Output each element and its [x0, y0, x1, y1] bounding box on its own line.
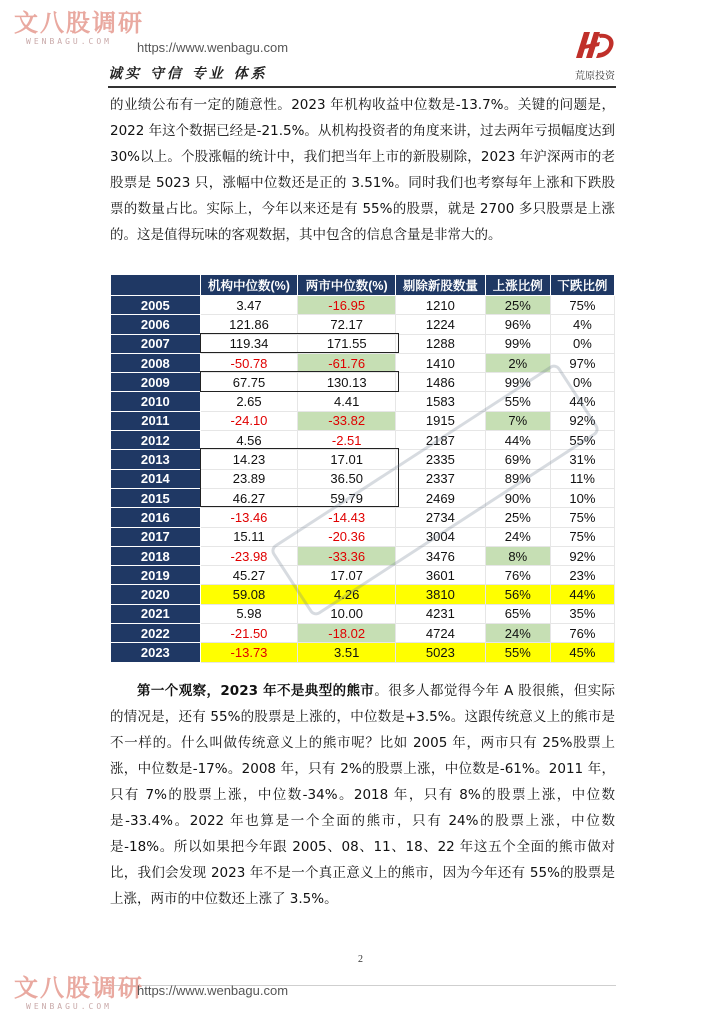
- down-ratio-cell: 10%: [550, 488, 614, 507]
- inst-median-cell: 2.65: [200, 392, 298, 411]
- stock-count-cell: 2335: [396, 450, 486, 469]
- page-number: 2: [358, 954, 363, 965]
- year-cell: 2010: [111, 392, 201, 411]
- footer-watermark-logo: [14, 975, 144, 1011]
- up-ratio-cell: 99%: [485, 373, 550, 392]
- up-ratio-cell: 24%: [485, 624, 550, 643]
- table-row: [111, 353, 615, 372]
- inst-median-cell: 5.98: [200, 604, 298, 623]
- down-ratio-cell: 97%: [550, 353, 614, 372]
- table-row: [111, 373, 615, 392]
- table-header-row: [111, 275, 615, 296]
- year-cell: 2012: [111, 431, 201, 450]
- inst-median-cell: 23.89: [200, 469, 298, 488]
- table-row: [111, 604, 615, 623]
- stock-count-cell: 5023: [396, 643, 486, 662]
- market-median-cell: -16.95: [298, 296, 396, 315]
- table-row: [111, 643, 615, 662]
- up-ratio-cell: 24%: [485, 527, 550, 546]
- down-ratio-cell: 11%: [550, 469, 614, 488]
- up-ratio-cell: 69%: [485, 450, 550, 469]
- up-ratio-cell: 89%: [485, 469, 550, 488]
- inst-median-cell: 3.47: [200, 296, 298, 315]
- year-cell: 2021: [111, 604, 201, 623]
- inst-median-cell: 14.23: [200, 450, 298, 469]
- table-row: [111, 392, 615, 411]
- up-ratio-cell: 65%: [485, 604, 550, 623]
- paragraph-2-lead: 第一个观察，2023 年不是典型的熊市: [137, 683, 375, 699]
- inst-median-cell: 67.75: [200, 373, 298, 392]
- market-median-cell: 59.79: [298, 488, 396, 507]
- year-cell: 2011: [111, 411, 201, 430]
- down-ratio-cell: 75%: [550, 508, 614, 527]
- stock-count-cell: 2469: [396, 488, 486, 507]
- body-paragraph-2: [110, 678, 615, 912]
- market-median-cell: 3.51: [298, 643, 396, 662]
- inst-median-cell: -13.46: [200, 508, 298, 527]
- down-ratio-cell: 76%: [550, 624, 614, 643]
- stock-count-cell: 3601: [396, 566, 486, 585]
- inst-median-cell: -13.73: [200, 643, 298, 662]
- down-ratio-cell: 44%: [550, 585, 614, 604]
- table-header-market-median: 两市中位数(%): [298, 275, 396, 296]
- footer-watermark-logo-text: 文八股调研: [14, 974, 144, 1002]
- header-motto: 诚实 守信 专业 体系: [108, 66, 268, 82]
- table-row: [111, 296, 615, 315]
- watermark-logo-subtext: WENBAGU.COM: [26, 37, 112, 46]
- year-cell: 2015: [111, 488, 201, 507]
- year-cell: 2023: [111, 643, 201, 662]
- market-median-cell: 36.50: [298, 469, 396, 488]
- market-median-cell: 17.01: [298, 450, 396, 469]
- stock-count-cell: 2337: [396, 469, 486, 488]
- down-ratio-cell: 35%: [550, 604, 614, 623]
- market-median-cell: 130.13: [298, 373, 396, 392]
- inst-median-cell: 121.86: [200, 315, 298, 334]
- year-cell: 2008: [111, 353, 201, 372]
- market-median-cell: -18.02: [298, 624, 396, 643]
- table-row: [111, 546, 615, 565]
- down-ratio-cell: 75%: [550, 527, 614, 546]
- table-row: [111, 411, 615, 430]
- table-row: [111, 585, 615, 604]
- market-median-cell: 171.55: [298, 334, 396, 353]
- year-cell: 2009: [111, 373, 201, 392]
- year-cell: 2020: [111, 585, 201, 604]
- up-ratio-cell: 7%: [485, 411, 550, 430]
- up-ratio-cell: 55%: [485, 643, 550, 662]
- table-row: [111, 488, 615, 507]
- down-ratio-cell: 92%: [550, 411, 614, 430]
- up-ratio-cell: 44%: [485, 431, 550, 450]
- inst-median-cell: 59.08: [200, 585, 298, 604]
- stock-count-cell: 3476: [396, 546, 486, 565]
- table-row: [111, 469, 615, 488]
- up-ratio-cell: 2%: [485, 353, 550, 372]
- stock-count-cell: 1583: [396, 392, 486, 411]
- brand-logo: [565, 28, 625, 82]
- table-row: [111, 508, 615, 527]
- year-cell: 2006: [111, 315, 201, 334]
- market-median-cell: 4.26: [298, 585, 396, 604]
- watermark-url[interactable]: https://www.wenbagu.com: [137, 40, 289, 55]
- market-median-cell: 72.17: [298, 315, 396, 334]
- table-row: [111, 334, 615, 353]
- down-ratio-cell: 44%: [550, 392, 614, 411]
- market-median-cell: -33.82: [298, 411, 396, 430]
- up-ratio-cell: 99%: [485, 334, 550, 353]
- down-ratio-cell: 45%: [550, 643, 614, 662]
- down-ratio-cell: 0%: [550, 334, 614, 353]
- year-cell: 2018: [111, 546, 201, 565]
- stock-count-cell: 1410: [396, 353, 486, 372]
- body-paragraph-1: 的业绩公布有一定的随意性。2023 年机构收益中位数是-13.7%。关键的问题是，2022 年这个数据已经是-21.5%。从机构投资者的角度来讲，过去两年亏损幅度达到 30%以上。个股涨幅的统计中，我们把当年上市的新股剔除，2023 年沪深两市的老股票是 5023 只，涨幅中位数还是正的 3.51%。同时我们也考察每年上涨和下跌股票的数量占比。实际上，今年以来还是有 55%的股票，就是 2700 多只股票是上涨的。这是值得玩味的客观数据，其中包含的信息含量是非常大的。: [110, 97, 615, 243]
- paragraph-2-rest: 。很多人都觉得今年 A 股很熊，但实际的情况是，还有 55%的股票是上涨的，中位数是+3.5%。这跟传统意义上的熊市是不一样的。什么叫做传统意义上的熊市呢？比如 2005 年，两市只有 25%股票上涨，中位数是-17%。2008 年，只有 2%的股票上涨，中位数是-61%。2011 年，只有 7%的股票上涨，中位数-34%。2018 年，只有 8%的股票上涨，中位数是-33.4%。2022 年也算是一个全面的熊市，只有 24%的股票上涨，中位数是-18%。所以如果把今年跟 2005、08、11、18、22 年这五个全面的熊市做对比，我们会发现 2023 年不是一个真正意义上的熊市，因为今年还有 55%的股票是上涨，两市的中位数还上涨了 3.5%。: [110, 683, 615, 907]
- table-row: [111, 566, 615, 585]
- year-cell: 2016: [111, 508, 201, 527]
- market-median-cell: -2.51: [298, 431, 396, 450]
- inst-median-cell: 119.34: [200, 334, 298, 353]
- table-header-year: [111, 275, 201, 296]
- down-ratio-cell: 55%: [550, 431, 614, 450]
- stock-count-cell: 3004: [396, 527, 486, 546]
- down-ratio-cell: 23%: [550, 566, 614, 585]
- stock-count-cell: 4724: [396, 624, 486, 643]
- inst-median-cell: 4.56: [200, 431, 298, 450]
- down-ratio-cell: 31%: [550, 450, 614, 469]
- up-ratio-cell: 25%: [485, 508, 550, 527]
- table-header-down-ratio: 下跌比例: [550, 275, 614, 296]
- watermark-logo: [14, 10, 144, 46]
- up-ratio-cell: 56%: [485, 585, 550, 604]
- year-cell: 2013: [111, 450, 201, 469]
- stock-count-cell: 3810: [396, 585, 486, 604]
- year-cell: 2005: [111, 296, 201, 315]
- market-median-cell: -33.36: [298, 546, 396, 565]
- up-ratio-cell: 55%: [485, 392, 550, 411]
- inst-median-cell: -24.10: [200, 411, 298, 430]
- down-ratio-cell: 4%: [550, 315, 614, 334]
- fund-vs-market-table: [110, 274, 615, 663]
- market-median-cell: 17.07: [298, 566, 396, 585]
- table-row: [111, 450, 615, 469]
- up-ratio-cell: 8%: [485, 546, 550, 565]
- year-cell: 2017: [111, 527, 201, 546]
- table-header-stock-count: 剔除新股数量: [396, 275, 486, 296]
- stock-count-cell: 1210: [396, 296, 486, 315]
- footer-watermark-logo-subtext: WENBAGU.COM: [26, 1002, 112, 1011]
- inst-median-cell: -21.50: [200, 624, 298, 643]
- inst-median-cell: -50.78: [200, 353, 298, 372]
- stock-count-cell: 2187: [396, 431, 486, 450]
- table-header-up-ratio: 上涨比例: [485, 275, 550, 296]
- stock-count-cell: 1915: [396, 411, 486, 430]
- table-header-inst-median: 机构中位数(%): [200, 275, 298, 296]
- table-row: [111, 315, 615, 334]
- stock-count-cell: 1288: [396, 334, 486, 353]
- market-median-cell: 10.00: [298, 604, 396, 623]
- year-cell: 2022: [111, 624, 201, 643]
- inst-median-cell: 46.27: [200, 488, 298, 507]
- down-ratio-cell: 0%: [550, 373, 614, 392]
- year-cell: 2007: [111, 334, 201, 353]
- up-ratio-cell: 25%: [485, 296, 550, 315]
- watermark-logo-text: 文八股调研: [14, 9, 144, 37]
- year-cell: 2014: [111, 469, 201, 488]
- stock-count-cell: 2734: [396, 508, 486, 527]
- table-row: [111, 431, 615, 450]
- table-row: [111, 527, 615, 546]
- inst-median-cell: 45.27: [200, 566, 298, 585]
- stock-count-cell: 1224: [396, 315, 486, 334]
- inst-median-cell: -23.98: [200, 546, 298, 565]
- header-divider: [108, 86, 616, 88]
- brand-logo-icon: [570, 28, 620, 62]
- up-ratio-cell: 90%: [485, 488, 550, 507]
- up-ratio-cell: 96%: [485, 315, 550, 334]
- market-median-cell: 4.41: [298, 392, 396, 411]
- inst-median-cell: 15.11: [200, 527, 298, 546]
- market-median-cell: -61.76: [298, 353, 396, 372]
- table-row: [111, 624, 615, 643]
- market-median-cell: -14.43: [298, 508, 396, 527]
- brand-name: 荒原投资: [575, 71, 615, 82]
- stock-count-cell: 1486: [396, 373, 486, 392]
- up-ratio-cell: 76%: [485, 566, 550, 585]
- stock-count-cell: 4231: [396, 604, 486, 623]
- market-median-cell: -20.36: [298, 527, 396, 546]
- down-ratio-cell: 92%: [550, 546, 614, 565]
- footer-watermark-url[interactable]: https://www.wenbagu.com: [137, 983, 289, 998]
- year-cell: 2019: [111, 566, 201, 585]
- down-ratio-cell: 75%: [550, 296, 614, 315]
